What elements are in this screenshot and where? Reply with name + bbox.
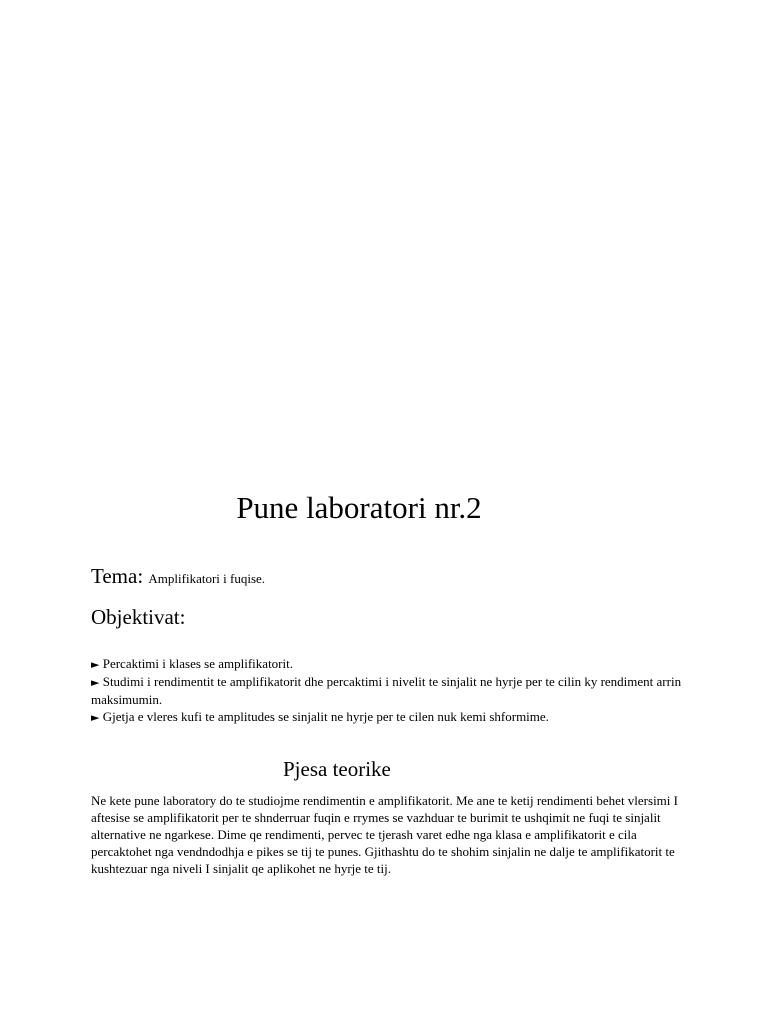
section-heading-theory: Pjesa teorike <box>283 757 391 781</box>
tema-line <box>91 562 265 593</box>
page-title: Pune laboratori nr.2 <box>236 490 482 525</box>
bullet-icon: ► <box>91 658 100 671</box>
objective-item <box>91 708 691 726</box>
objective-text: Studimi i rendimentit te amplifikatorit dhe percaktimi i nivelit te sinjalit ne hyrje per te cilin ky rendiment arrin maksimumin. <box>91 674 682 707</box>
tema-value: Amplifikatori i fuqise. <box>148 571 266 586</box>
theory-paragraph: Ne kete pune laboratory do te studiojme rendimentin e amplifikatorit. Me ane te ketij rendimenti behet vlersimi I aftesise se amplifikatorit per te shnderruar fuqin e rrymes se vazhduar te burimit te ushqimit ne fuqi te sinjalit alternative ne ngarkese. Dime qe rendimenti, pervec te tjerash varet edhe nga klasa e amplifikatorit e cila percaktohet nga vendndodhja e pikes se tij te punes. Gjithashtu do te shohim sinjalin ne dalje te amplifikatorit te kushtezuar nga niveli I sinjalit qe aplikohet ne hyrje te tij. <box>91 793 678 876</box>
bullet-icon: ► <box>91 676 100 689</box>
bullet-icon: ► <box>91 711 100 724</box>
objectives-list <box>91 655 691 726</box>
objective-item <box>91 655 691 673</box>
tema-label: Tema: <box>91 564 144 588</box>
objective-text: Percaktimi i klases se amplifikatorit. <box>102 656 293 671</box>
objective-item <box>91 673 691 708</box>
objectives-heading: Objektivat: <box>91 605 186 629</box>
objective-text: Gjetja e vleres kufi te amplitudes se sinjalit ne hyrje per te cilen nuk kemi shformime. <box>102 709 549 724</box>
